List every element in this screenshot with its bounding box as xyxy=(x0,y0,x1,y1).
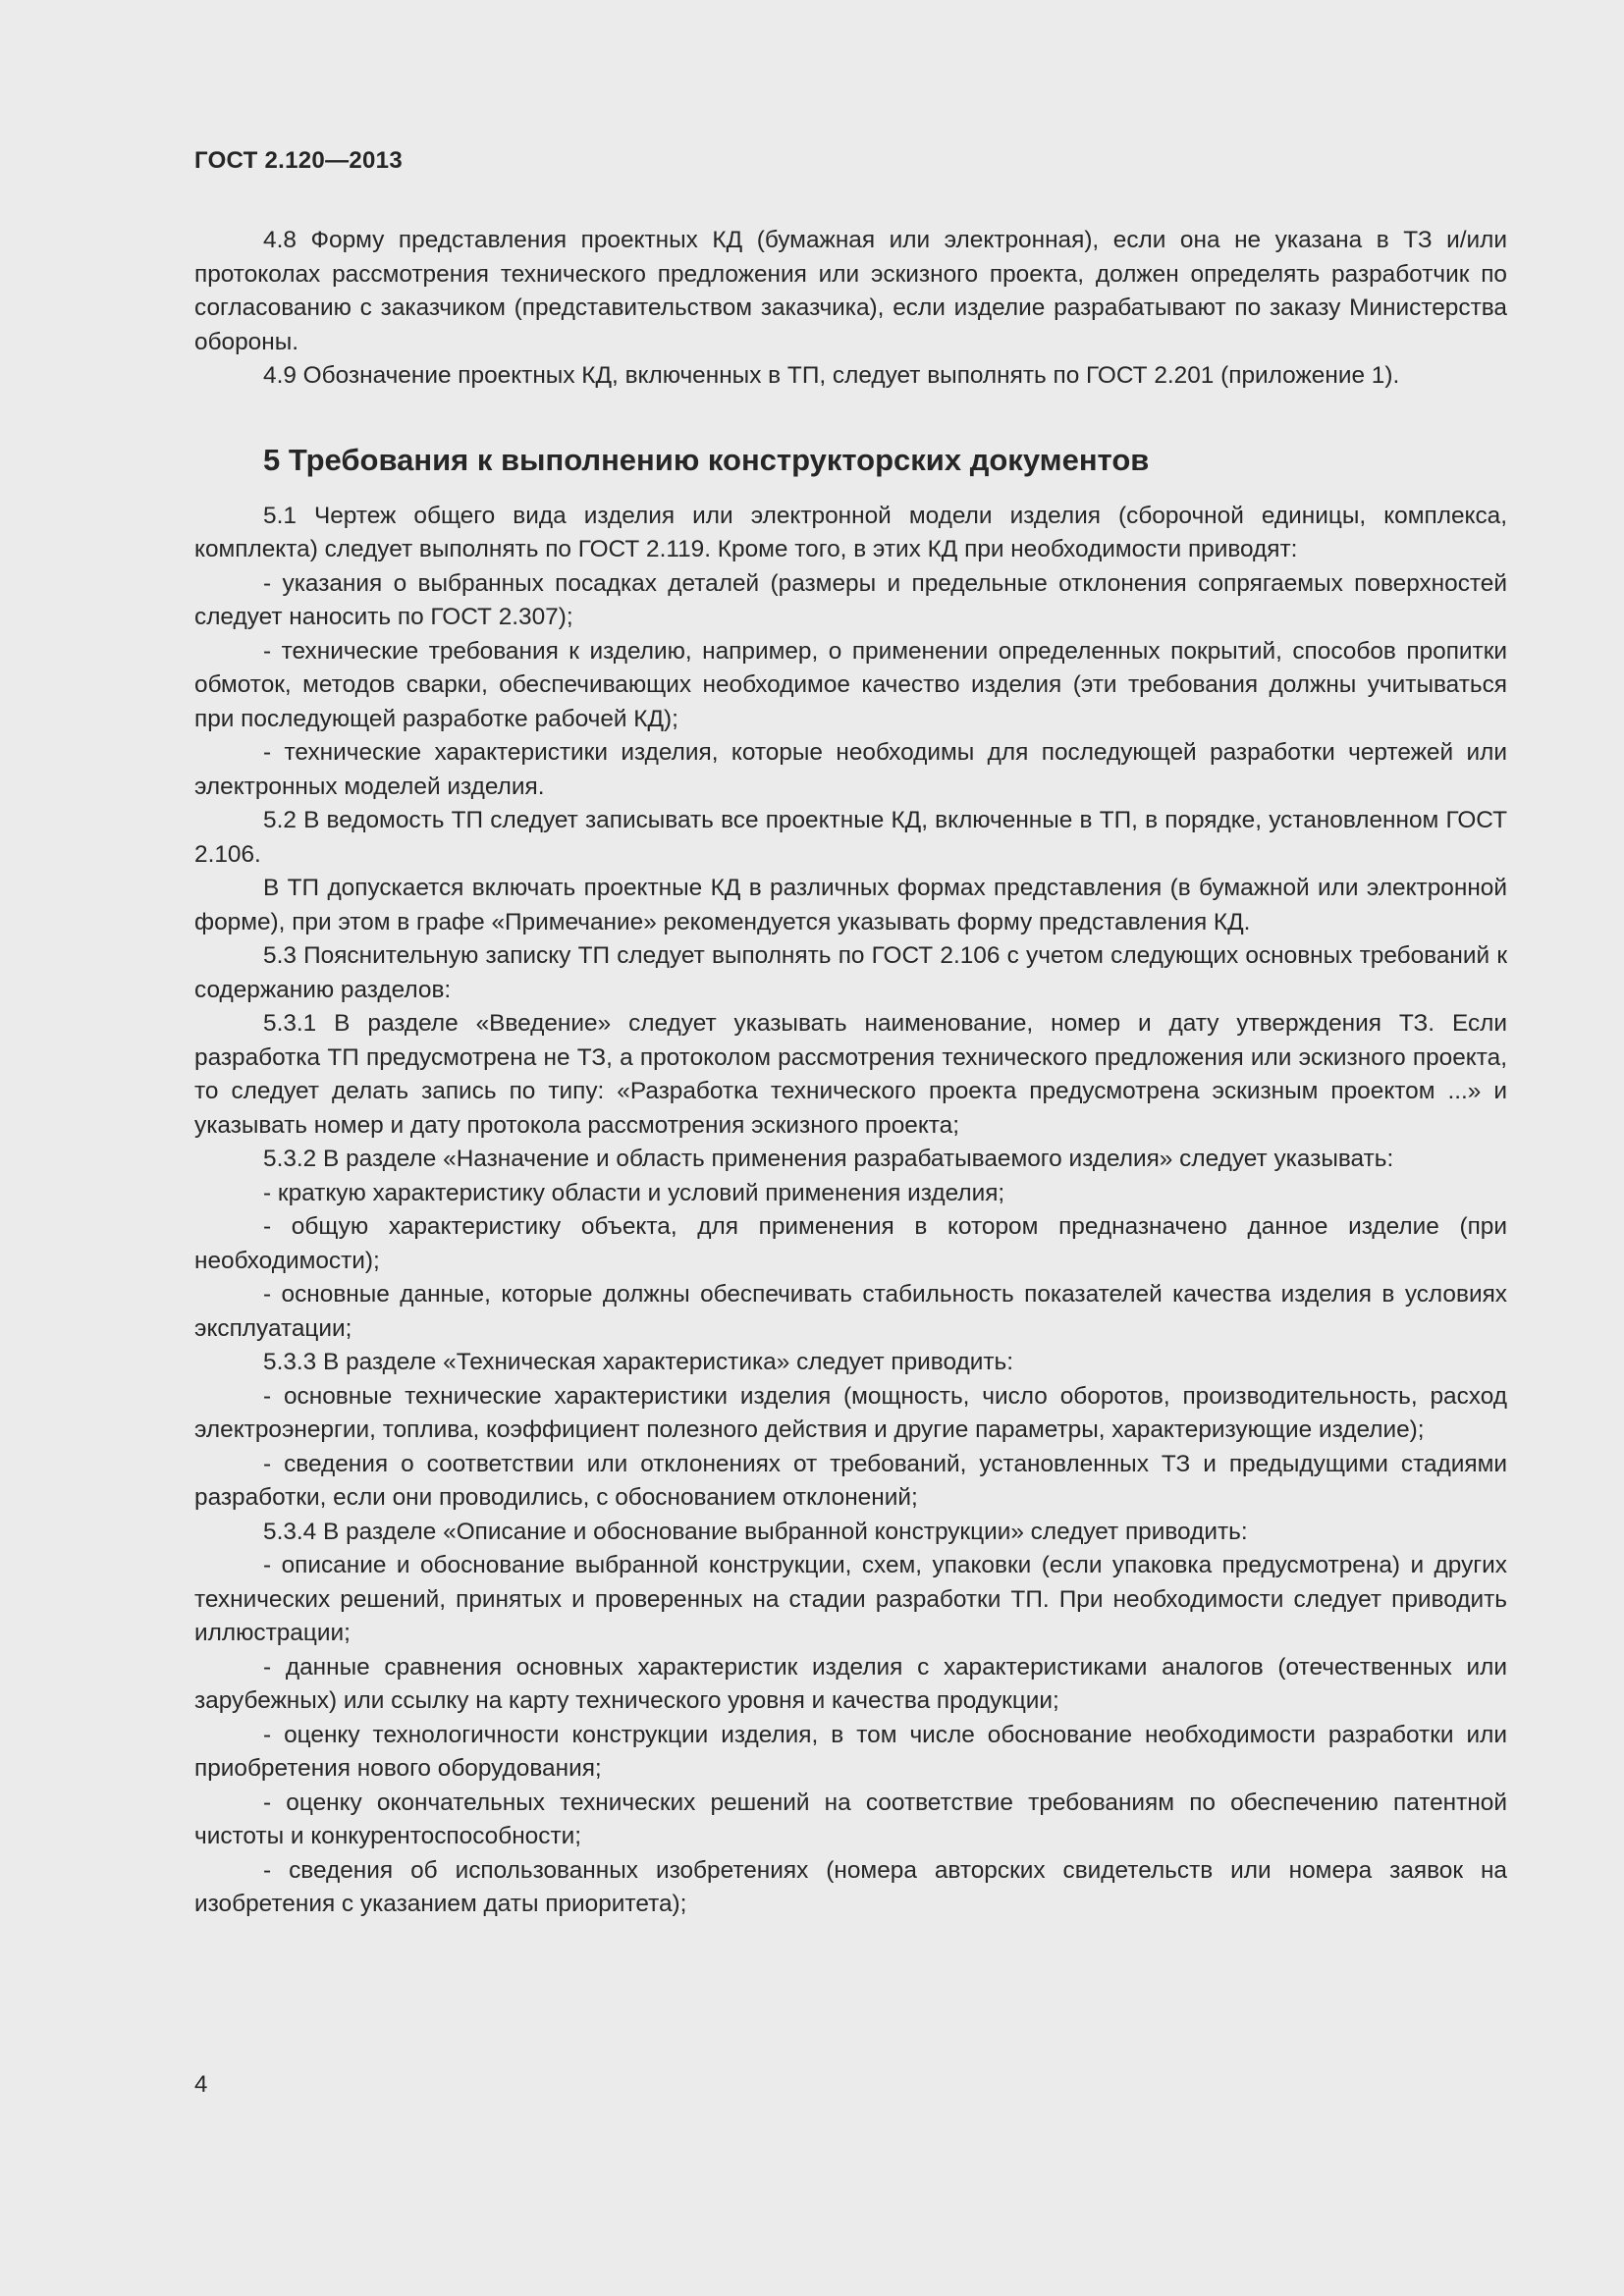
list-item: - сведения об использованных изобретениях (номера авторских свидетельств или номера заявок на изобретения с указанием даты приоритета); xyxy=(194,1856,1507,1917)
list-item: - оценку окончательных технических решений на соответствие требованиям по обеспечению патентной чистоты и конкурентоспособности; xyxy=(194,1789,1507,1849)
list-item: - технические характеристики изделия, которые необходимы для последующей разработки чертежей или электронных моделей изделия. xyxy=(194,739,1507,800)
list-item: - краткую характеристику области и условий применения изделия; xyxy=(263,1179,1005,1206)
list-item: - основные данные, которые должны обеспечивать стабильность показателей качества изделия в условиях эксплуатации; xyxy=(194,1281,1507,1342)
list-item: - общую характеристику объекта, для применения в котором предназначено данное изделие (при необходимости); xyxy=(194,1213,1507,1274)
paragraph: 5.3.3 В разделе «Техническая характеристика» следует приводить: xyxy=(263,1349,1014,1375)
paragraph: 4.8 Форму представления проектных КД (бумажная или электронная), если она не указана в ТЗ и/или протоколах рассмотрения технического предложения или эскизного проекта, должен определять разработчик по согласованию с заказчиком (представительством заказчика), если изделие разрабатывают по заказу Министерства обороны. xyxy=(194,227,1507,355)
document-code-header: ГОСТ 2.120—2013 xyxy=(194,147,403,174)
paragraph: 5.3.4 В разделе «Описание и обоснование выбранной конструкции» следует приводить: xyxy=(263,1518,1248,1545)
paragraph: 5.3 Пояснительную записку ТП следует выполнять по ГОСТ 2.106 с учетом следующих основных требований к содержанию разделов: xyxy=(194,942,1507,1003)
section-heading: 5 Требования к выполнению конструкторских документов xyxy=(263,442,1150,477)
list-item: - данные сравнения основных характеристик изделия с характеристиками аналогов (отечественных или зарубежных) или ссылку на карту технического уровня и качества продукции; xyxy=(194,1653,1507,1714)
paragraph: 5.3.2 В разделе «Назначение и область применения разрабатываемого изделия» следует указывать: xyxy=(263,1146,1394,1172)
list-item: - сведения о соответствии или отклонениях от требований, установленных ТЗ и предыдущими стадиями разработки, если они проводились, с обоснованием отклонений; xyxy=(194,1450,1507,1511)
list-item: - указания о выбранных посадках деталей (размеры и предельные отклонения сопрягаемых поверхностей следует наносить по ГОСТ 2.307); xyxy=(194,569,1507,630)
list-item: - основные технические характеристики изделия (мощность, число оборотов, производительность, расход электроэнергии, топлива, коэффициент полезного действия и другие параметры, характеризующие изделие); xyxy=(194,1382,1507,1443)
paragraph: 4.9 Обозначение проектных КД, включенных в ТП, следует выполнять по ГОСТ 2.201 (приложение 1). xyxy=(263,362,1400,389)
page-number: 4 xyxy=(194,2071,208,2098)
list-item: - описание и обоснование выбранной конструкции, схем, упаковки (если упаковка предусмотрена) и других технических решений, принятых и проверенных на стадии разработки ТП. При необходимости следует приводить иллюстрации; xyxy=(194,1552,1507,1646)
paragraph: В ТП допускается включать проектные КД в различных формах представления (в бумажной или электронной форме), при этом в графе «Примечание» рекомендуется указывать форму представления КД. xyxy=(194,875,1507,935)
paragraph: 5.3.1 В разделе «Введение» следует указывать наименование, номер и дату утверждения ТЗ. Если разработка ТП предусмотрена не ТЗ, а протоколом рассмотрения технического предложения или эскизного проекта, то следует делать запись по типу: «Разработка технического проекта предусмотрена эскизным проектом ...» и указывать номер и дату протокола рассмотрения эскизного проекта; xyxy=(194,1010,1507,1139)
paragraph: 5.2 В ведомость ТП следует записывать все проектные КД, включенные в ТП, в порядке, установленном ГОСТ 2.106. xyxy=(194,807,1507,868)
paragraph: 5.1 Чертеж общего вида изделия или электронной модели изделия (сборочной единицы, комплекса, комплекта) следует выполнять по ГОСТ 2.119. Кроме того, в этих КД при необходимости приводят: xyxy=(194,502,1507,562)
list-item: - оценку технологичности конструкции изделия, в том числе обоснование необходимости разработки или приобретения нового оборудования; xyxy=(194,1721,1507,1782)
document-body xyxy=(194,224,1507,1922)
list-item: - технические требования к изделию, например, о применении определенных покрытий, способов пропитки обмоток, методов сварки, обеспечивающих необходимое качество изделия (эти требования должны учитываться при последующей разработке рабочей КД); xyxy=(194,637,1507,732)
